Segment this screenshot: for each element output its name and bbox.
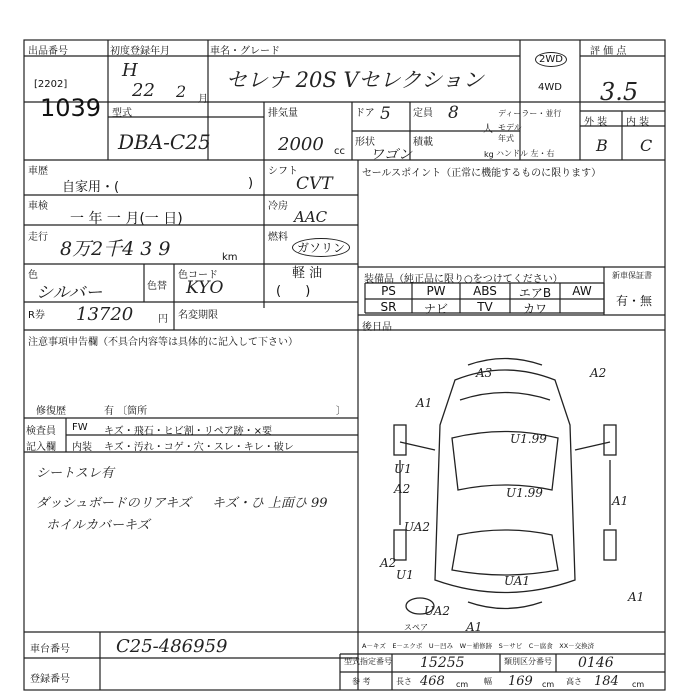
car-grade-label: 車名・グレード <box>210 46 280 57</box>
load-unit: kg <box>484 150 494 159</box>
legend: A－キズ E－エクボ U－凹み W－補修跡 S－サビ C－腐食 XX－交換済 <box>362 642 595 650</box>
load-label: 積載 <box>413 137 433 148</box>
model-year-label2: 年式 <box>498 134 514 143</box>
width-value: 169 <box>508 674 533 689</box>
shift-label: シフト <box>268 166 298 177</box>
ac-value: AAC <box>294 208 328 226</box>
mark-ua1: UA1 <box>504 574 531 588</box>
reg-label: 登録番号 <box>30 674 70 685</box>
mark-a2-low: A2 <box>380 556 397 570</box>
inspector-label-2: 記入欄 <box>26 442 56 453</box>
mark-a1-left: A1 <box>416 396 433 410</box>
first-reg-label: 初度登録年月 <box>110 46 170 57</box>
width-label: 幅 <box>484 677 492 686</box>
first-reg-year: 22 <box>132 80 155 101</box>
owner-label: 名変期限 <box>178 310 218 321</box>
chassis-label: 車台番号 <box>30 644 70 655</box>
warranty-value: 有・無 <box>616 294 653 308</box>
type-designation-label: 型式指定番号 <box>344 657 392 666</box>
fuel-gas: ガソリン <box>292 238 350 257</box>
equip-tv: TV <box>477 300 493 314</box>
mileage-label: 走行 <box>28 232 48 243</box>
mileage-unit: km <box>222 252 238 263</box>
recycle-value: 13720 <box>76 304 134 325</box>
mark-a1-right: A1 <box>628 590 645 604</box>
fw-text: キズ・飛石・ヒビ割・リペア跡・×要 <box>104 426 272 437</box>
ext-label: 外 装 <box>584 117 608 128</box>
width-unit: cm <box>542 680 555 689</box>
repair-label: 修復歴 <box>36 406 66 417</box>
doors-value: 5 <box>380 104 391 124</box>
month-unit: 月 <box>198 94 208 105</box>
repair-close: 〕 <box>336 406 346 417</box>
mark-u1-99-top: U1.99 <box>510 432 547 446</box>
ext-value: B <box>596 136 608 155</box>
interior-label: 内装 <box>72 442 92 453</box>
fw-label: FW <box>72 422 88 433</box>
color-label: 色 <box>28 270 38 281</box>
repair-value: 有 〔箇所 <box>104 406 148 417</box>
int-label: 内 装 <box>626 117 650 128</box>
note-4: ホイルカバーキズ <box>46 518 150 533</box>
equipment-label: 装備品（純正品に限り○をつけてください） <box>364 274 563 285</box>
mark-a2-top: A2 <box>590 366 607 380</box>
note-3: キズ・ひ 上面ひ 99 <box>212 496 328 511</box>
car-grade-value: セレナ 20S Vセレクション <box>226 68 484 92</box>
equip-ps: PS <box>381 284 396 298</box>
mark-a1-bottom: A1 <box>466 620 483 634</box>
length-label: 長さ <box>396 677 412 686</box>
shape-value: ワゴン <box>370 147 412 163</box>
history-label: 車歴 <box>28 166 48 177</box>
new-warranty-label: 新車保証書 <box>612 271 652 280</box>
equip-leather: カワ <box>522 302 547 316</box>
capacity-unit: 人 <box>483 124 493 135</box>
capacity-value: 8 <box>448 103 459 123</box>
int-value: C <box>640 136 653 155</box>
mark-ua2-bottom: UA2 <box>424 604 451 618</box>
equip-navi: ナビ <box>423 302 448 316</box>
equip-sr: SR <box>380 300 397 314</box>
history-value: 自家用・( <box>62 180 120 195</box>
spare-label: スペア <box>404 623 428 632</box>
capacity-label: 定員 <box>413 108 433 119</box>
drive-4wd: 4WD <box>538 82 562 93</box>
dealer-label: ディーラー・並行 <box>498 109 562 118</box>
color-value: シルバー <box>36 283 103 303</box>
first-reg-era: H <box>122 60 138 81</box>
score-label: 評 価 点 <box>590 46 627 57</box>
rear-seat-label: 後日品 <box>362 322 392 333</box>
interior-text: キズ・汚れ・コゲ・穴・スレ・キレ・破レ <box>104 442 294 453</box>
history-close: ) <box>248 176 254 191</box>
mark-ua2-left: UA2 <box>404 520 431 534</box>
equip-abs: ABS <box>473 284 497 298</box>
chassis-value: C25-486959 <box>116 636 228 657</box>
model-value: DBA-C25 <box>118 130 211 154</box>
height-label: 高さ <box>566 677 582 686</box>
inspector-label-1: 検査員 <box>26 426 56 437</box>
lot-code: [2202] <box>34 79 68 90</box>
mark-a3: A3 <box>476 366 493 380</box>
mark-u1-low: U1 <box>396 568 414 582</box>
ac-label: 冷房 <box>268 201 288 212</box>
shift-value: CVT <box>296 174 333 194</box>
mark-a1-right-mid: A1 <box>612 494 629 508</box>
height-value: 184 <box>594 674 619 689</box>
type-designation-value: 15255 <box>420 655 465 671</box>
selling-label: セールスポイント（正常に機能するものに限ります） <box>362 168 602 179</box>
doors-label: ドア <box>355 108 375 119</box>
drive-2wd: 2WD <box>535 52 567 67</box>
length-unit: cm <box>456 680 469 689</box>
class-value: 0146 <box>578 655 614 671</box>
fuel-paren: ( ) <box>276 284 321 299</box>
displacement-value: 2000 <box>278 134 324 155</box>
model-year-label: モデル <box>498 123 522 132</box>
displacement-unit: cc <box>334 146 345 157</box>
handle-label: ハンドル 左・右 <box>496 149 555 158</box>
recycle-unit: 円 <box>158 314 168 325</box>
note-2: ダッシュボードのリアキズ <box>36 496 191 511</box>
displacement-label: 排気量 <box>268 108 298 119</box>
mark-u1-99-mid: U1.99 <box>506 486 543 500</box>
model-label: 型式 <box>112 108 132 119</box>
shape-label: 形状 <box>355 137 375 148</box>
note-1: シートスレ有 <box>36 466 114 481</box>
lot-label: 出品番号 <box>28 46 68 57</box>
equip-airbag: エアB <box>518 286 552 300</box>
fuel-label: 燃料 <box>268 232 288 243</box>
lot-number: 1039 <box>40 94 102 122</box>
ref-label: 参 考 <box>352 677 371 686</box>
inspection-value: 一 年 一 月(一 日) <box>70 211 183 227</box>
notes-label: 注意事項申告欄（不具合内容等は具体的に記入して下さい） <box>28 337 298 348</box>
equip-pw: PW <box>426 284 446 298</box>
mileage-value: 8万2千4 3 9 <box>60 238 171 260</box>
first-reg-month: 2 <box>176 82 187 101</box>
color-code-value: KYO <box>186 278 224 298</box>
color-code-label: 色コード <box>178 270 218 281</box>
fuel-diesel: 軽 油 <box>292 266 323 281</box>
mark-u1-left: U1 <box>394 462 412 476</box>
score-value: 3.5 <box>600 78 639 106</box>
height-unit: cm <box>632 680 645 689</box>
equip-aw: AW <box>572 284 592 298</box>
class-label: 類別区分番号 <box>504 657 552 666</box>
color-change-label: 色替 <box>147 281 167 292</box>
recycle-label: R券 <box>28 310 45 321</box>
inspection-label: 車検 <box>28 201 48 212</box>
length-value: 468 <box>420 674 445 689</box>
mark-a2-left: A2 <box>394 482 411 496</box>
